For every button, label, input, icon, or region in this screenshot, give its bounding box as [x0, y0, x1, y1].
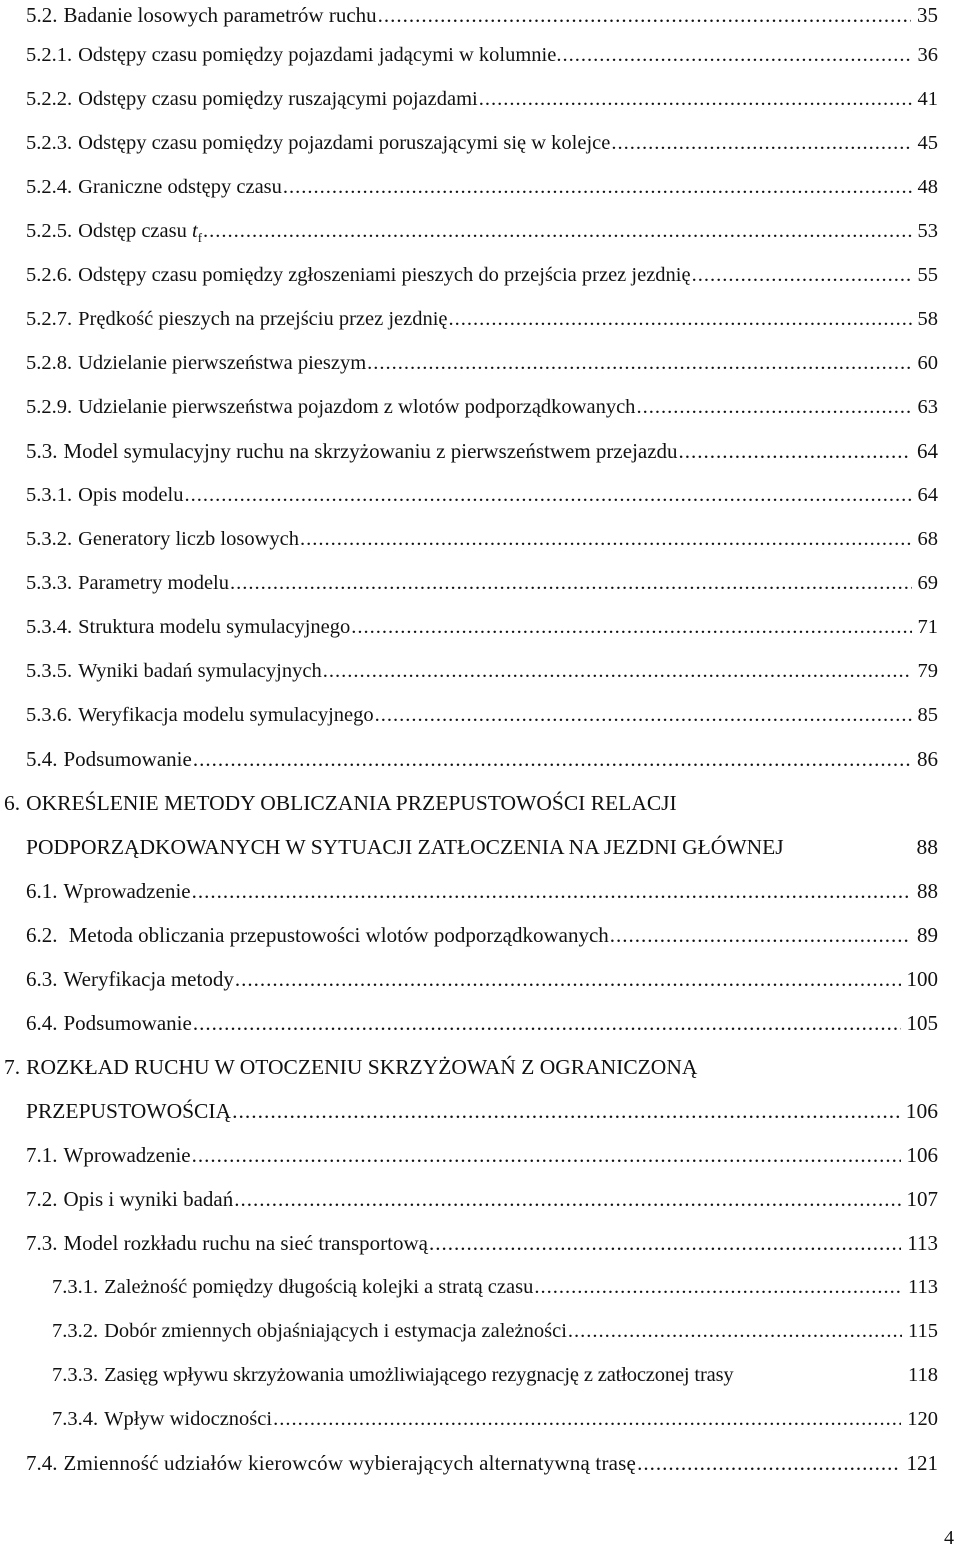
- toc-entry[interactable]: [26, 920, 938, 950]
- toc-entry-title: Generatory liczb losowych: [78, 528, 299, 550]
- toc-entry-number: 5.2.4.: [26, 176, 73, 198]
- dot-leader: [637, 1448, 900, 1478]
- toc-entry-page: 69: [917, 572, 938, 594]
- dot-leader: [232, 1096, 900, 1126]
- toc-entry[interactable]: [26, 876, 938, 906]
- toc-entry-number: 5.3.2.: [26, 528, 73, 550]
- toc-entry-title: Zależność pomiędzy długością kolejki a stratą czasu: [104, 1276, 534, 1298]
- toc-entry[interactable]: [26, 40, 938, 70]
- toc-entry-title: Odstępy czasu pomiędzy pojazdami jadącymi w kolumnie.: [78, 44, 562, 66]
- toc-entry[interactable]: [52, 1404, 938, 1434]
- dot-leader: [378, 0, 911, 30]
- toc-entry-title: Udzielanie pierwszeństwa pojazdom z wlotów podporządkowanych: [78, 396, 636, 418]
- toc-entry-page: 45: [917, 132, 938, 154]
- toc-entry-title: Opis i wyniki badań: [63, 1187, 234, 1211]
- toc-entry[interactable]: [26, 656, 938, 686]
- toc-entry-number: 5.2.7.: [26, 308, 73, 330]
- toc-entry-number: 6.3.: [26, 967, 58, 991]
- toc-entry-number: 5.3.4.: [26, 616, 73, 638]
- toc-entry[interactable]: [26, 172, 938, 202]
- toc-entry[interactable]: [26, 1140, 938, 1170]
- toc-entry-title: PRZEPUSTOWOŚCIĄ: [26, 1099, 232, 1123]
- dot-leader: [192, 1140, 901, 1170]
- toc-entry-title: Struktura modelu symulacyjnego: [78, 616, 351, 638]
- dot-leader: [184, 480, 911, 510]
- toc-entry[interactable]: [26, 260, 938, 290]
- toc-entry[interactable]: [26, 392, 938, 422]
- toc-entry-number: 7.3.2.: [52, 1320, 99, 1342]
- toc-entry-page: 113: [908, 1276, 938, 1298]
- toc-entry-number: 5.3.3.: [26, 572, 73, 594]
- toc-entry-number: 7.3.3.: [52, 1364, 99, 1386]
- dot-leader: [611, 128, 911, 158]
- toc-entry-title: Parametry modelu: [78, 572, 229, 594]
- toc-entry-title: [72, 216, 202, 246]
- toc-entry-title-text: Odstęp czasu t: [78, 220, 198, 242]
- toc-entry-title: Wpływ widoczności: [104, 1408, 273, 1430]
- dot-leader: [367, 348, 911, 378]
- toc-entry[interactable]: [26, 348, 938, 378]
- toc-entry-number: 7.2.: [26, 1187, 58, 1211]
- toc-chapter-heading[interactable]: [4, 1052, 938, 1082]
- toc-entry-number: 5.3.6.: [26, 704, 73, 726]
- toc-entry-page: 71: [917, 616, 938, 638]
- toc-entry-title: Podsumowanie: [63, 1011, 192, 1035]
- toc-entry[interactable]: [26, 964, 938, 994]
- toc-entry[interactable]: [52, 1360, 938, 1390]
- toc-entry[interactable]: [26, 128, 938, 158]
- toc-entry-page: 89: [917, 923, 938, 947]
- dot-leader: [234, 1184, 900, 1214]
- toc-entry[interactable]: [26, 1008, 938, 1038]
- toc-entry-number: 7.: [4, 1055, 21, 1079]
- toc-entry-page: 35: [917, 3, 938, 27]
- dot-leader: [230, 568, 912, 598]
- toc-entry-page: 88: [917, 879, 938, 903]
- toc-entry-page: 121: [906, 1451, 938, 1475]
- toc-entry-title: Zasięg wpływu skrzyżowania umożliwiającego rezygnację z zatłoczonej trasy: [104, 1364, 734, 1386]
- toc-entry-title: Model symulacyjny ruchu na skrzyżowaniu z pierwszeństwem przejazdu: [63, 439, 678, 463]
- toc-entry-title: Opis modelu: [78, 484, 184, 506]
- dot-leader: [534, 1272, 902, 1302]
- toc-entry-number: 7.1.: [26, 1143, 58, 1167]
- toc-entry-number: 6.2.: [26, 923, 58, 947]
- toc-entry-number: 7.3.4.: [52, 1408, 99, 1430]
- toc-entry-number: 5.3.1.: [26, 484, 73, 506]
- toc-entry-title: PODPORZĄDKOWANYCH W SYTUACJI ZATŁOCZENIA NA JEZDNI GŁÓWNEJ: [26, 835, 784, 859]
- toc-entry[interactable]: [26, 1228, 938, 1258]
- toc-chapter-heading-continuation[interactable]: [26, 1096, 938, 1126]
- toc-entry-page: 88: [916, 835, 938, 859]
- subscript-f: f: [197, 230, 203, 245]
- dot-leader: [283, 172, 912, 202]
- dot-leader: [193, 744, 911, 774]
- toc-chapter-heading-continuation[interactable]: [26, 832, 938, 862]
- dot-leader: [203, 216, 911, 246]
- toc-entry-number: 6.: [4, 791, 21, 815]
- dot-leader: [679, 436, 911, 466]
- toc-entry-number: 5.2.6.: [26, 264, 73, 286]
- toc-entry-page: 58: [917, 308, 938, 330]
- toc-entry-title: Odstępy czasu pomiędzy zgłoszeniami pieszych do przejścia przez jezdnię: [78, 264, 691, 286]
- toc-entry-page: 79: [917, 660, 938, 682]
- toc-entry[interactable]: [26, 1448, 938, 1478]
- toc-entry-title: Podsumowanie: [63, 747, 192, 771]
- toc-entry-title: Prędkość pieszych na przejściu przez jezdnię: [78, 308, 448, 330]
- toc-entry-number: 5.2.8.: [26, 352, 73, 374]
- toc-entry-title: Wprowadzenie: [63, 879, 191, 903]
- toc-entry-title: Weryfikacja modelu symulacyjnego: [78, 704, 374, 726]
- toc-entry[interactable]: [26, 1184, 938, 1214]
- toc-entry-page: 120: [907, 1408, 938, 1430]
- toc-entry-page: 100: [906, 967, 938, 991]
- toc-entry[interactable]: [26, 0, 938, 30]
- toc-entry[interactable]: [26, 480, 938, 510]
- toc-entry-page: 107: [906, 1187, 938, 1211]
- toc-entry-number: 7.3.: [26, 1231, 58, 1255]
- toc-entry-title: Graniczne odstępy czasu: [78, 176, 282, 198]
- toc-entry[interactable]: [26, 436, 938, 466]
- toc-entry[interactable]: [26, 216, 938, 246]
- toc-entry-title: Badanie losowych parametrów ruchu: [63, 3, 377, 27]
- toc-entry-page: 113: [907, 1231, 938, 1255]
- toc-entry[interactable]: [52, 1316, 938, 1346]
- toc-chapter-heading[interactable]: [4, 788, 938, 818]
- toc-entry-page: 36: [917, 44, 938, 66]
- toc-entry[interactable]: [26, 568, 938, 598]
- toc-entry-number: 5.3.: [26, 439, 58, 463]
- toc-entry-page: 60: [917, 352, 938, 374]
- dot-leader: [193, 1008, 901, 1038]
- dot-leader: [568, 1316, 902, 1346]
- toc-entry-number: 7.3.1.: [52, 1276, 99, 1298]
- toc-entry-title: Zmienność udziałów kierowców wybierających alternatywną trasę: [63, 1451, 637, 1475]
- toc-entry-title: Odstępy czasu pomiędzy ruszającymi pojazdami: [78, 88, 478, 110]
- toc-entry-page: 106: [905, 1099, 938, 1123]
- dot-leader: [375, 700, 912, 730]
- toc-entry-page: 85: [917, 704, 938, 726]
- dot-leader: [479, 84, 912, 114]
- toc-entry-page: 53: [917, 220, 938, 242]
- toc-entry-number: 5.2.5.: [26, 220, 73, 242]
- toc-entry-title: Weryfikacja metody: [63, 967, 234, 991]
- dot-leader: [300, 524, 912, 554]
- toc-entry-title: ROZKŁAD RUCHU W OTOCZENIU SKRZYŻOWAŃ Z OGRANICZONĄ: [26, 1055, 698, 1079]
- dot-leader: [610, 920, 911, 950]
- toc-entry-page: 68: [917, 528, 938, 550]
- toc-entry-title: Odstępy czasu pomiędzy pojazdami poruszającymi się w kolejce: [78, 132, 611, 154]
- toc-entry[interactable]: [26, 524, 938, 554]
- dot-leader: [449, 304, 912, 334]
- toc-entry-page: 41: [917, 88, 938, 110]
- toc-entry-page: 106: [906, 1143, 938, 1167]
- dot-leader: [692, 260, 912, 290]
- toc-entry-page: 64: [917, 439, 938, 463]
- toc-entry-title: Wyniki badań symulacyjnych: [78, 660, 322, 682]
- page-number: 4: [944, 1527, 954, 1549]
- dot-leader: [273, 1404, 901, 1434]
- toc-entry[interactable]: [52, 1272, 938, 1302]
- toc-entry-title: Udzielanie pierwszeństwa pieszym: [78, 352, 367, 374]
- toc-entry[interactable]: [26, 744, 938, 774]
- toc-entry-page: 63: [917, 396, 938, 418]
- toc-entry[interactable]: [26, 700, 938, 730]
- math-variable: t: [191, 220, 198, 242]
- toc-entry-title: Metoda obliczania przepustowości wlotów podporządkowanych: [63, 923, 609, 947]
- toc-entry-number: 6.4.: [26, 1011, 58, 1035]
- toc-entry-number: 5.2.9.: [26, 396, 73, 418]
- dot-leader: [323, 656, 912, 686]
- dot-leader: [192, 876, 911, 906]
- dot-leader: [562, 40, 911, 70]
- toc-entry-number: 5.4.: [26, 747, 58, 771]
- toc-entry-page: 118: [908, 1364, 938, 1386]
- toc-entry-page: 48: [917, 176, 938, 198]
- toc-entry-number: 6.1.: [26, 879, 58, 903]
- toc-entry-number: 5.2.2.: [26, 88, 73, 110]
- toc-entry-page: 115: [908, 1320, 938, 1342]
- toc-entry-page: 55: [917, 264, 938, 286]
- toc-entry-number: 5.2.: [26, 3, 58, 27]
- toc-entry-number: 7.4.: [26, 1451, 58, 1475]
- toc-entry-title: OKREŚLENIE METODY OBLICZANIA PRZEPUSTOWOŚCI RELACJI: [26, 791, 677, 815]
- toc-entry-page: 86: [917, 747, 938, 771]
- toc-entry[interactable]: [26, 612, 938, 642]
- toc-entry-title: Model rozkładu ruchu na sieć transportową: [63, 1231, 428, 1255]
- toc-entry-number: 5.2.3.: [26, 132, 73, 154]
- toc-entry-number: 5.2.1.: [26, 44, 73, 66]
- toc-entry-page: 105: [906, 1011, 938, 1035]
- dot-leader: [351, 612, 911, 642]
- toc-entry-number: 5.3.5.: [26, 660, 73, 682]
- toc-entry[interactable]: [26, 84, 938, 114]
- dot-leader: [429, 1228, 901, 1258]
- toc-entry[interactable]: [26, 304, 938, 334]
- dot-leader: [636, 392, 911, 422]
- dot-leader: [235, 964, 901, 994]
- toc-entry-title: Dobór zmiennych objaśniających i estymacja zależności: [104, 1320, 567, 1342]
- toc-entry-title: Wprowadzenie: [63, 1143, 191, 1167]
- toc-entry-page: 64: [917, 484, 938, 506]
